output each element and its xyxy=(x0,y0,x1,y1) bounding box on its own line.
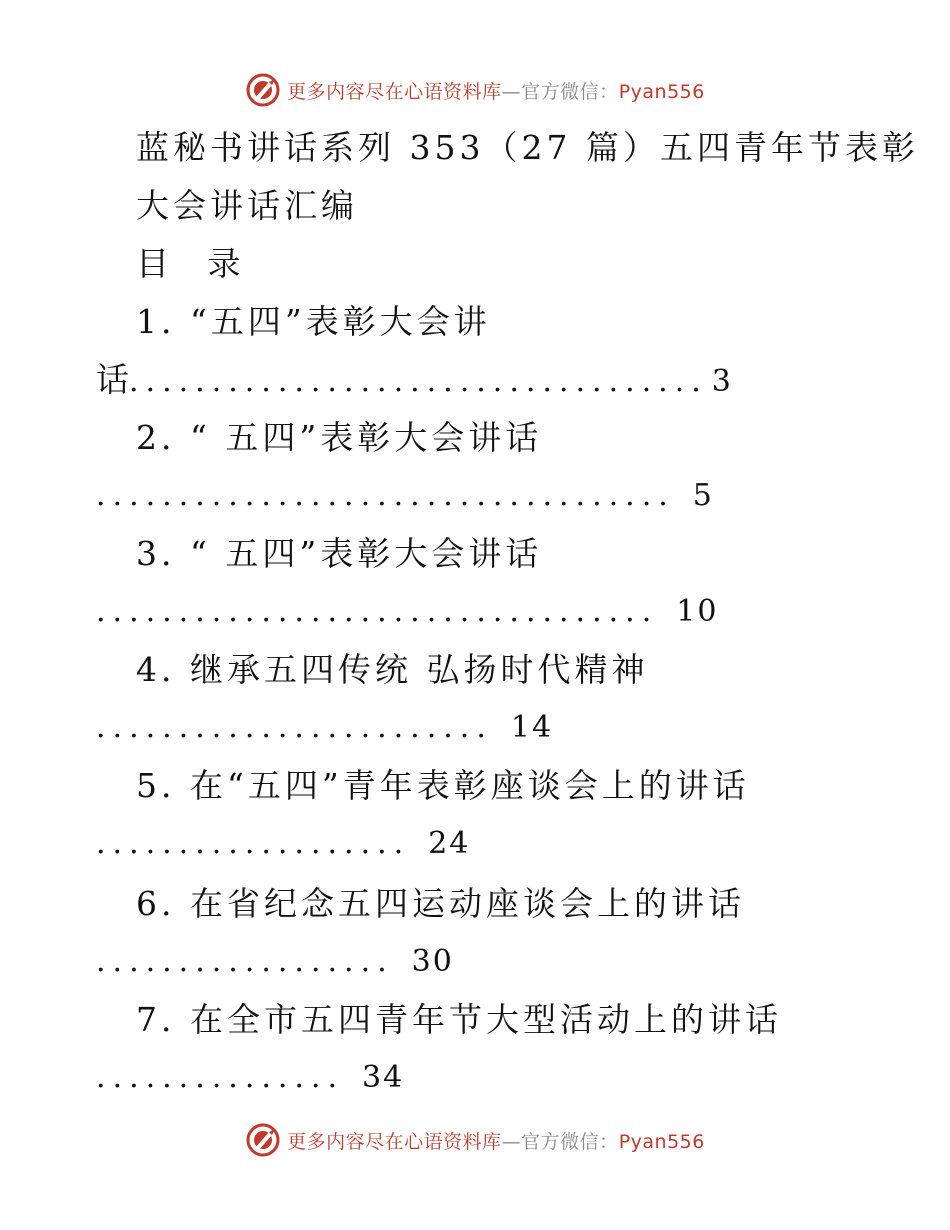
toc-entry-label: 5. 在“五四”青年表彰座谈会上的讲话 xyxy=(136,766,750,805)
toc-page-number: 24 xyxy=(428,826,471,861)
toc-heading: 目 录 xyxy=(136,244,255,283)
watermark-banner-bottom xyxy=(0,1120,950,1160)
toc-entry-lead: 话 xyxy=(96,360,129,399)
toc-dots: ........................ xyxy=(96,710,493,745)
toc-entry-label: 6. 在省纪念五四运动座谈会上的讲话 xyxy=(136,884,745,923)
toc-page-number: 14 xyxy=(510,710,554,745)
toc-entry-label: 1. “五四”表彰大会讲 xyxy=(136,302,491,341)
toc-dots: .................. xyxy=(96,944,394,979)
toc-page-number: 3 xyxy=(711,364,733,399)
toc-entry-label: 7. 在全市五四青年节大型活动上的讲话 xyxy=(136,1000,782,1039)
toc-entry-label: 4. 继承五四传统 弘扬时代精神 xyxy=(136,650,649,689)
toc-dots: ................................... xyxy=(96,478,675,513)
toc-dots: ................................... xyxy=(129,364,708,399)
toc-dots: ............... xyxy=(96,1060,345,1095)
document-title-line2: 大会讲话汇编 xyxy=(136,186,358,225)
toc-entry-leader xyxy=(96,942,454,982)
toc-dots: ................... xyxy=(96,826,411,861)
toc-entry-leader xyxy=(96,592,718,632)
toc-page-number: 5 xyxy=(692,478,714,513)
document-title-line1: 蓝秘书讲话系列 353（27 篇）五四青年节表彰 xyxy=(136,128,919,167)
toc-entry-leader xyxy=(96,708,553,748)
pen-circle-logo-icon xyxy=(245,1122,281,1158)
toc-entry-leader xyxy=(96,1058,404,1098)
toc-entry-leader xyxy=(96,360,733,402)
toc-entry-label: 2. “ 五四”表彰大会讲话 xyxy=(136,418,543,457)
toc-page-number: 30 xyxy=(411,944,454,979)
toc-dots: .................................. xyxy=(96,594,659,629)
watermark-text: 更多内容尽在心语资料库—官方微信：Pyan556 xyxy=(287,1130,705,1153)
toc-entry-leader xyxy=(96,476,714,516)
toc-entry-leader xyxy=(96,824,470,864)
toc-page-number: 34 xyxy=(362,1060,405,1095)
watermark-text: 更多内容尽在心语资料库—官方微信：Pyan556 xyxy=(287,80,705,103)
toc-page-number: 10 xyxy=(676,594,719,629)
toc-entry-label: 3. “ 五四”表彰大会讲话 xyxy=(136,534,543,573)
